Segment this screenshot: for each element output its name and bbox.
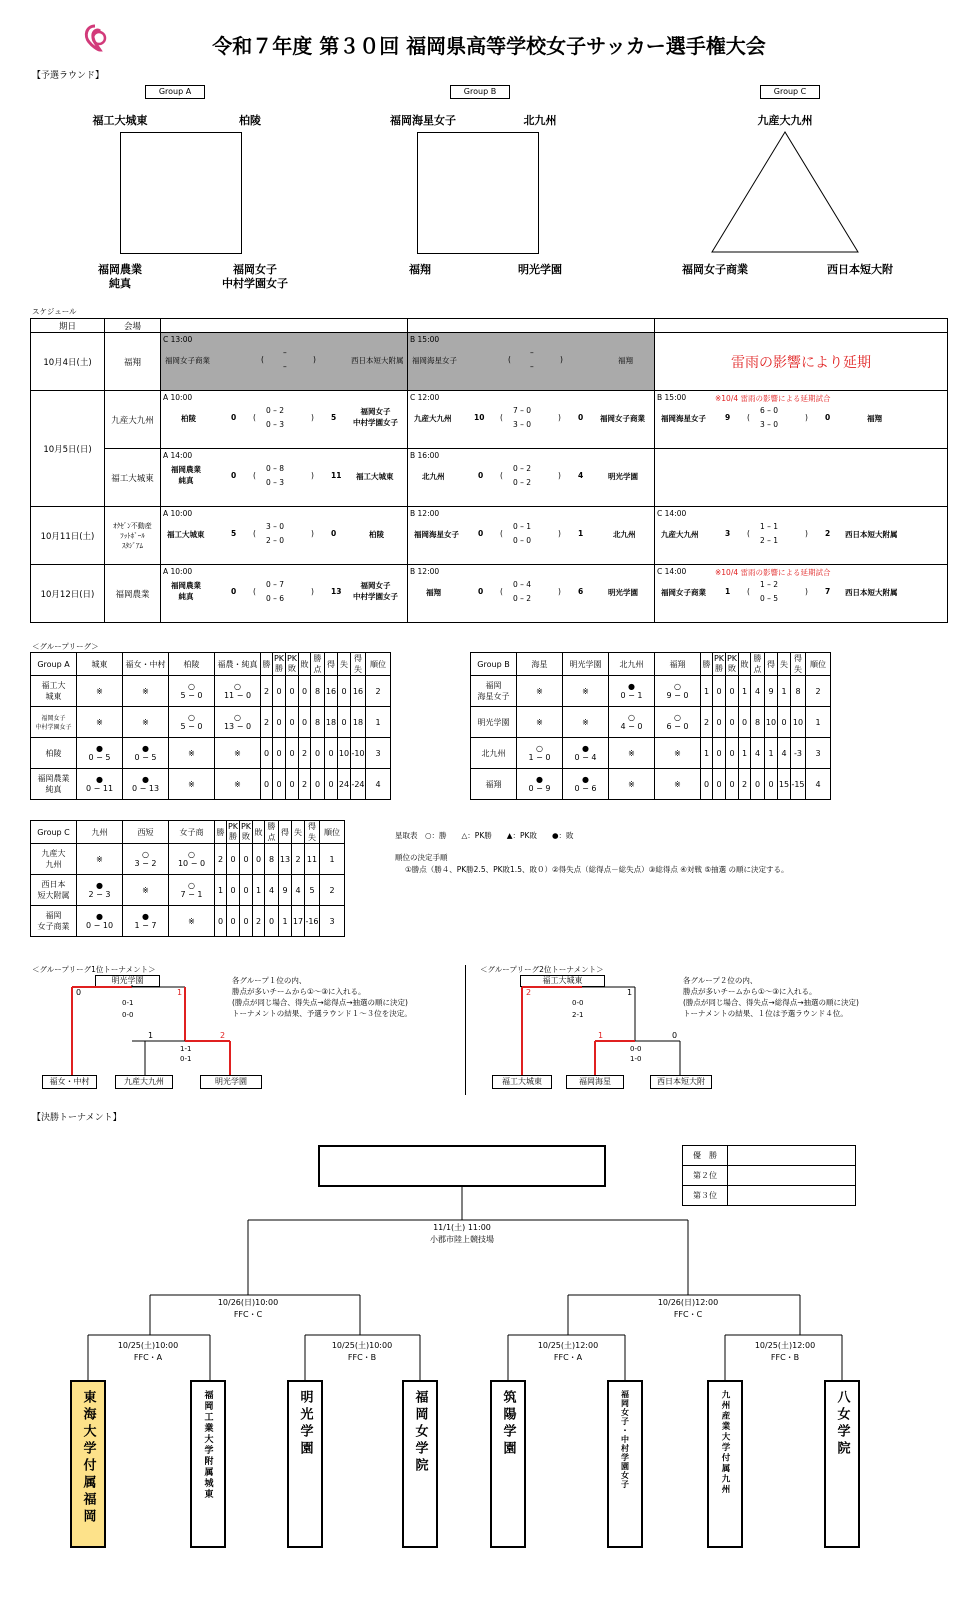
svg-text:1-0: 1-0 [630, 1055, 642, 1063]
t2-caption: ＜グループリーグ2位トーナメント＞ [480, 965, 604, 974]
league-caption: ＜グループリーグ＞ [32, 642, 99, 651]
q4-time: 10/25(土)12:00 FFC・B [754, 1341, 816, 1362]
group-b-team3: 福翔 [409, 263, 431, 276]
final-team-7: 九州産業大学付属九州 [707, 1380, 743, 1548]
sched-venue-2: 九産大九州 [105, 391, 161, 449]
t1-team-3: 明光学園 [200, 1075, 262, 1089]
sched-head-venue: 会場 [105, 319, 161, 333]
q1-time: 10/25(土)10:00 FFC・A [117, 1341, 179, 1362]
group-a-team1: 福工大城東 [92, 114, 148, 127]
t1-winner: 明光学園 [95, 975, 160, 987]
group-a-square [120, 132, 242, 254]
league-rule-title: 順位の決定手順 [395, 853, 448, 862]
league-table-a: Group A 城東 福女・中村 柏陵 福農・純真 勝 PK勝 PK敗 敗 勝点 得 失 得失 順位 福工大 城東 ※ ※ ○ 5 − 0 ○ 11 − 0 2 0 0 0 8 16 0 16 2 福岡女子 中村学園女子 ※ ※ ○ 5 − 0 ○ 13 − 0 2 0 0 0 8 18 0 18 1 柏陵 ● 0 − 5 ● 0 − 5 ※ ※ 0 0 0 2 0 0 10 -10 3 福岡農業 純真 ● 0 − 11 ● 0 − 13 ※ ※ 0 0 0 2 0 0 24 -24 4 [30, 652, 391, 800]
final-team-6: 福岡女子・中村学園女子 [607, 1380, 643, 1548]
game-r2b: C 12:00 九産大九州 10 ( 7 – 0 3 – 0 ) 0 福岡女子商業 [408, 391, 655, 449]
game-r3b: B 16:00 北九州 0 ( 0 – 2 0 – 2 ) 4 明光学園 [408, 449, 655, 507]
t2-winner: 福工大城東 [520, 975, 605, 987]
svg-text:1: 1 [598, 1031, 604, 1040]
svg-text:2-1: 2-1 [572, 1011, 584, 1019]
final-team-3: 明光学園 [287, 1380, 323, 1548]
sched-venue-1: 福翔 [105, 333, 161, 391]
league-rule-text: ①勝点（勝４、PK勝2.5、PK敗1.5、敗０）②得失点（総得点－総失点）③総得点 ④対戦 ⑤抽選 の順に決定する。 [405, 865, 789, 874]
svg-text:0-1: 0-1 [180, 1055, 192, 1063]
group-b-square [417, 132, 539, 254]
svg-text:1: 1 [177, 988, 183, 997]
svg-text:0-1: 0-1 [122, 999, 134, 1007]
knockout-divider [465, 965, 466, 1095]
group-b-team1: 福岡海星女子 [390, 114, 456, 127]
league-legend: 星取表 ○：勝 △：PK勝 ▲：PK敗 ●：敗 [395, 831, 574, 840]
game-r4b: B 12:00 福岡海星女子 0 ( 0 – 1 0 – 0 ) 1 北九州 [408, 507, 655, 565]
group-c-team3: 西日本短大附 [827, 263, 893, 276]
game-r3a: A 14:00 福岡農業 純真 0 ( 0 – 8 0 – 3 ) 11 福工大城東 [161, 449, 408, 507]
group-c-triangle [710, 130, 860, 255]
schedule-table [30, 318, 948, 623]
game-r5b: B 12:00 福翔 0 ( 0 – 4 0 – 2 ) 6 明光学園 [408, 565, 655, 623]
t2-description: 各グループ２位の内、 勝点が多いチームから①～③に入れる。 (勝点が同じ場合、得失点→総得点→抽選の順に決定) トーナメントの結果、１位は予選ラウンド４位。 [683, 976, 859, 1018]
t2-team-1: 福工大城東 [492, 1075, 552, 1089]
final-team-2: 福岡工業大学附属城東 [190, 1380, 226, 1548]
t2-team-2: 福岡海星 [566, 1075, 624, 1089]
sched-date-4: 10月12日(日) [31, 565, 105, 623]
svg-text:1-1: 1-1 [180, 1045, 192, 1053]
league-table-c: Group C 九州 西短 女子商 勝 PK勝 PK敗 敗 勝点 得 失 得失 順位 九産大 九州 ※ ○ 3 − 2 ○ 10 − 0 2 0 0 0 8 13 2 11 1 西日本 短大附属 ● 2 − 3 ※ ○ 7 − 1 1 0 0 1 4 9 4 5 2 福岡 女子商業 ● 0 − 10 ● 1 − 7 ※ 0 0 0 2 0 1 17 -16 3 [30, 820, 345, 937]
semi1-time: 10/26(日)10:00 FFC・C [217, 1298, 279, 1319]
final-match-time: 11/1(土) 11:00 小郡市陸上競技場 [430, 1223, 494, 1244]
postpone-notice: 雷雨の影響により延期 [655, 333, 948, 391]
game-r5c: C 14:00 ※10/4 雷雨の影響による延期試合 福岡女子商業 1 ( 1 – 2 0 – 5 ) 7 西日本短大附属 [655, 565, 948, 623]
t1-description: 各グループ１位の内、 勝点が多いチームから①～③に入れる。 (勝点が同じ場合、得失点→総得点→抽選の順に決定) トーナメントの結果、予選ラウンド１～３位を決定。 [232, 976, 412, 1018]
final-team-1: 東海大学付属福岡 [70, 1380, 106, 1548]
sched-date-1: 10月4日(土) [31, 333, 105, 391]
game-r1b: B 15:00 福岡海星女子 ( – – ) 福翔 [408, 333, 655, 391]
t1-team-1: 福女・中村 [42, 1075, 97, 1089]
group-a-team3: 福岡農業 純真 [98, 263, 142, 290]
final-team-4: 福岡女学院 [402, 1380, 438, 1548]
group-b-team4: 明光学園 [518, 263, 562, 276]
game-r4a: A 10:00 福工大城東 5 ( 3 – 0 2 – 0 ) 0 柏陵 [161, 507, 408, 565]
svg-text:0-0: 0-0 [572, 999, 584, 1007]
league-table-b: Group B 海星 明光学園 北九州 福翔 勝 PK勝 PK敗 敗 勝点 得 失 得失 順位 福岡 海星女子 ※ ※ ● 0 − 1 ○ 9 − 0 1 0 0 1 4 9 1 8 2 明光学園 ※ ※ ○ 4 − 0 ○ 6 − 0 2 0 0 0 8 10 0 10 1 北九州 ○ 1 − 0 ● 0 − 4 ※ ※ 1 0 0 1 4 1 4 -3 3 福翔 ● 0 − 9 ● 0 − 6 ※ ※ 0 0 0 2 0 0 15 -15 4 [470, 652, 831, 800]
t2-bracket [490, 985, 720, 1085]
svg-text:2: 2 [526, 988, 532, 997]
group-c-label: Group C [760, 85, 820, 99]
group-a-team2: 柏陵 [239, 114, 261, 127]
game-r5a: A 10:00 福岡農業 純真 0 ( 0 – 7 0 – 6 ) 13 福岡女子 中村学園女子 [161, 565, 408, 623]
sched-venue-4: ｵｸｾﾞﾝ不動産 ﾌｯﾄﾎﾞｰﾙ ｽﾀｼﾞｱﾑ [105, 507, 161, 565]
sched-date-3: 10月11日(土) [31, 507, 105, 565]
group-c-team1: 九産大九州 [757, 114, 813, 127]
ranking-table: 優 勝 第２位 第３位 [682, 1145, 856, 1206]
sched-venue-3: 福工大城東 [105, 449, 161, 507]
svg-text:2: 2 [220, 1031, 226, 1040]
group-a-label: Group A [145, 85, 205, 99]
game-r2c: B 15:00 ※10/4 雷雨の影響による延期試合 福岡海星女子 9 ( 6 – 0 3 – 0 ) 0 福翔 [655, 391, 948, 449]
svg-text:0-0: 0-0 [630, 1045, 642, 1053]
q2-time: 10/25(土)10:00 FFC・B [331, 1341, 393, 1362]
t1-caption: ＜グループリーグ1位トーナメント＞ [32, 965, 156, 974]
svg-text:0: 0 [672, 1031, 678, 1040]
t1-team-2: 九産大九州 [115, 1075, 173, 1089]
prelim-section-label: 【予選ラウンド】 [32, 71, 105, 81]
semi2-time: 10/26(日)12:00 FFC・C [657, 1298, 719, 1319]
q3-time: 10/25(土)12:00 FFC・A [537, 1341, 599, 1362]
sched-date-2: 10月5日(日) [31, 391, 105, 507]
svg-text:0-0: 0-0 [122, 1011, 134, 1019]
svg-text:1: 1 [148, 1031, 154, 1040]
t2-team-3: 西日本短大附 [650, 1075, 712, 1089]
game-r1a: C 13:00 福岡女子商業 ( – – ) 西日本短大附属 [161, 333, 408, 391]
group-a-team4: 福岡女子 中村学園女子 [222, 263, 288, 290]
schedule-caption: スケジュール [32, 307, 77, 316]
champion-box [318, 1145, 606, 1187]
page-title: 令和７年度 第３０回 福岡県高等学校女子サッカー選手権大会 [212, 34, 766, 58]
svg-text:1: 1 [627, 988, 633, 997]
game-r2a: A 10:00 柏陵 0 ( 0 – 2 0 – 3 ) 5 福岡女子 中村学園女子 [161, 391, 408, 449]
group-c-team2: 福岡女子商業 [682, 263, 748, 276]
sched-head-date: 期日 [31, 319, 105, 333]
final-team-8: 八女学院 [824, 1380, 860, 1548]
sched-venue-5: 福岡農業 [105, 565, 161, 623]
game-r4c: C 14:00 九産大九州 3 ( 1 – 1 2 – 1 ) 2 西日本短大附属 [655, 507, 948, 565]
group-b-label: Group B [450, 85, 510, 99]
final-team-5: 筑陽学園 [490, 1380, 526, 1548]
group-b-team2: 北九州 [523, 114, 557, 127]
final-section-label: 【決勝トーナメント】 [32, 1113, 122, 1123]
svg-text:0: 0 [76, 988, 82, 997]
t1-bracket [40, 985, 270, 1085]
